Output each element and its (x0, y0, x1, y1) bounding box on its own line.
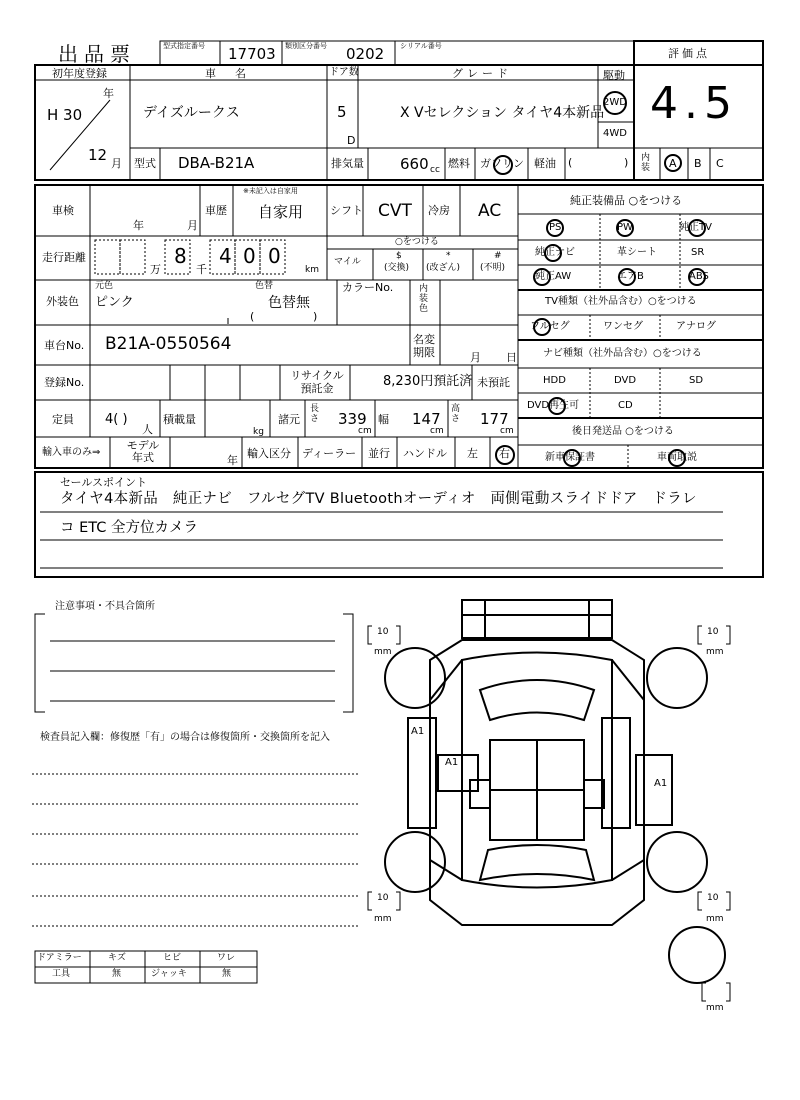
nav-dvd-playable: DVD再生可 (527, 400, 580, 411)
repaint-label: 色替 (255, 281, 274, 291)
serial-label: シリアル番号 (400, 42, 442, 50)
nav-sd: SD (689, 375, 704, 386)
first-reg-label: 初年度登録 (52, 67, 107, 80)
recycle-fee: 8,230円預託済 (383, 374, 473, 389)
color-no-label: カラーNo. (342, 281, 394, 294)
width-unit: cm (430, 426, 444, 436)
capacity-label: 定員 (52, 413, 74, 426)
inspection-label: 車検 (52, 204, 74, 217)
parallel-option: 並行 (368, 447, 390, 460)
orig-color-label: 元色 (95, 281, 114, 291)
chassis-number: B21A-0550564 (105, 334, 232, 354)
shift-label: シフト (330, 204, 363, 217)
inspection-year-unit: 年 (133, 219, 144, 232)
displacement-label: 排気量 (331, 157, 364, 170)
name-change-month-unit: 月 (470, 351, 481, 364)
mileage-digit-5: 8 (174, 244, 187, 268)
nav-cd: CD (618, 400, 633, 411)
equip-title: 純正装備品 ○をつける (570, 194, 683, 207)
tv-fullseg: フルセグ (530, 321, 570, 332)
interior-b: B (694, 157, 702, 170)
model-year-label: モデル年式 (126, 439, 160, 464)
tread-rear-left-unit: mm (374, 914, 392, 924)
drive-2wd: 2WD (603, 97, 627, 108)
tread-rear-right: 10 (707, 893, 719, 903)
tools-header-crack: ヒビ (163, 953, 182, 963)
tread-rear-left: 10 (377, 893, 389, 903)
capacity-unit: 人 (142, 423, 153, 436)
nav-title: ナビ種類（社外品含む）○をつける (543, 348, 702, 359)
inspection-month-unit: 月 (187, 219, 198, 232)
tamper-symbol: * (446, 251, 451, 261)
reg-no-label: 登録No. (44, 376, 85, 389)
interior-label: 内装 (641, 153, 651, 173)
mile-option: マイル (334, 257, 361, 267)
inspector-label: 検査員記入欄：修復歴「有」の場合は修復箇所・交換箇所を記入 (40, 732, 330, 743)
recycle-unpaid: 未預託 (477, 376, 510, 389)
height: 177 (480, 410, 509, 428)
tread-rear-right-unit: mm (706, 914, 724, 924)
damage-mark-left: A1 (411, 726, 425, 737)
car-name-label: 車 名 (205, 67, 250, 80)
repaint: 色替無 (268, 295, 310, 311)
unknown-symbol: # (494, 251, 502, 261)
chassis-label: 車台No. (44, 339, 85, 352)
damage-mark-door: A1 (445, 757, 459, 768)
model-year-unit: 年 (227, 454, 238, 467)
tamper-option: (改ざん) (426, 263, 461, 273)
type-label: 型式 (134, 157, 156, 170)
equip-leather: 革シート (617, 247, 657, 258)
equip-ps: PS (549, 222, 562, 233)
later-manual: 車両取説 (657, 452, 697, 463)
import-class-label: 輸入区分 (247, 447, 291, 460)
interior-a: A (669, 157, 677, 170)
equip-navi: 純正ナビ (535, 247, 575, 258)
interior-c: C (716, 157, 724, 170)
displacement: 660 (400, 155, 429, 173)
width-label: 幅 (378, 413, 389, 426)
km-unit: km (305, 265, 319, 275)
ac-label: 冷房 (428, 204, 450, 217)
sales-point-line-1: タイヤ4本新品 純正ナビ フルセグTV Bluetoothオーディオ 両側電動スライドドア ドラレ (60, 491, 697, 507)
mileage-digit-4: 4 (219, 244, 232, 268)
int-color-label: 内装色 (419, 284, 429, 314)
capacity: 4( ) (105, 412, 128, 427)
mileage-digit-2: 0 (268, 244, 281, 268)
mileage-sen: 千 (196, 263, 207, 276)
width: 147 (412, 410, 441, 428)
year-unit: 年 (103, 87, 114, 100)
fuel-label: 燃料 (448, 157, 470, 170)
doors: 5 (337, 103, 347, 121)
length-label: 長さ (310, 404, 320, 424)
grade: X Vセレクション タイヤ4本新品 (400, 105, 605, 121)
grade-label: グレード (452, 67, 512, 80)
unknown-option: (不明) (480, 263, 506, 273)
tread-front-left: 10 (377, 627, 389, 637)
dealer-option: ディーラー (302, 447, 357, 460)
equip-tv: 純正TV (679, 222, 712, 233)
doors-label: ドア数 (329, 67, 359, 78)
equip-airbag: エアB (617, 271, 644, 282)
tread-front-right: 10 (707, 627, 719, 637)
mileage-label: 走行距離 (42, 251, 86, 264)
class-code: 0202 (346, 45, 385, 63)
color-label: 外装色 (46, 295, 79, 308)
caution-label: 注意事項・不具合箇所 (55, 601, 155, 612)
tread-front-right-unit: mm (706, 647, 724, 657)
class-code-label: 類別区分番号 (285, 42, 327, 50)
tv-title: TV種類（社外品含む）○をつける (545, 296, 697, 307)
fuel-light-oil: 軽油 (534, 157, 556, 170)
exchange-symbol: $ (396, 251, 402, 261)
tread-front-left-unit: mm (374, 647, 392, 657)
equip-abs: ABS (689, 271, 709, 282)
tools-header-break: ワレ (217, 953, 236, 963)
drive-4wd: 4WD (603, 128, 627, 139)
load-label: 積載量 (163, 413, 196, 426)
drive-label: 駆動 (603, 69, 625, 82)
height-label: 高さ (451, 404, 461, 424)
history: 自家用 (258, 203, 304, 221)
orig-color: ピンク (95, 295, 134, 310)
exchange-option: (交換) (384, 263, 410, 273)
tools-header-scratch: キズ (108, 953, 126, 963)
type: DBA-B21A (178, 154, 255, 172)
dims-label: 諸元 (278, 413, 300, 426)
length-unit: cm (358, 426, 372, 436)
sales-point-line-2: コ ETC 全方位カメラ (60, 520, 199, 536)
page-title: 出品票 (58, 42, 136, 66)
tools-label: 工具 (52, 969, 71, 979)
damage-mark-right: A1 (654, 778, 668, 789)
first-reg-month: 12 (88, 146, 108, 164)
later-title: 後日発送品 ○をつける (572, 426, 674, 437)
month-unit: 月 (111, 157, 122, 170)
jack-value: 無 (222, 969, 232, 979)
import-label: 輸入車のみ⇒ (42, 447, 101, 458)
tools-header-mirror: ドアミラー (37, 953, 82, 963)
name-change-label: 名変期限 (413, 333, 435, 359)
fuel-gasoline: ガソリン (480, 157, 524, 170)
mileage-man: 万 (150, 263, 161, 276)
tv-analog: アナログ (676, 321, 716, 332)
handle-left: 左 (467, 447, 478, 460)
nav-dvd: DVD (614, 375, 637, 386)
recycle-label: リサイクル預託金 (290, 369, 344, 395)
ac: AC (478, 201, 502, 221)
equip-pw: PW (617, 222, 633, 233)
tv-oneseg: ワンセグ (603, 321, 643, 332)
model-code: 17703 (228, 45, 276, 63)
car-name: デイズルークス (143, 105, 240, 121)
mark-note: ○をつける (395, 237, 439, 247)
history-label: 車歴 (205, 204, 227, 217)
equip-sr: SR (691, 247, 705, 258)
model-code-label: 型式指定番号 (163, 42, 205, 50)
score-label: 評価点 (668, 47, 710, 60)
jack-label: ジャッキ (151, 969, 187, 979)
score: 4.5 (650, 78, 738, 129)
tread-spare-unit: mm (706, 1003, 724, 1013)
handle-label: ハンドル (403, 447, 447, 460)
nav-hdd: HDD (543, 375, 566, 386)
handle-right: 右 (499, 447, 510, 460)
mileage-digit-3: 0 (243, 244, 256, 268)
history-note: ※未記入は自家用 (243, 187, 298, 195)
door-type: D (347, 134, 356, 147)
length: 339 (338, 410, 367, 428)
cc-unit: cc (430, 165, 440, 175)
sales-point-label: セールスポイント (60, 476, 148, 489)
tools-value: 無 (112, 969, 122, 979)
later-warranty: 新車保証書 (545, 452, 595, 463)
height-unit: cm (500, 426, 514, 436)
equip-aw: 純正AW (535, 271, 572, 282)
first-reg-year: H 30 (47, 106, 83, 124)
kg-unit: kg (253, 427, 264, 437)
shift: CVT (378, 201, 412, 221)
